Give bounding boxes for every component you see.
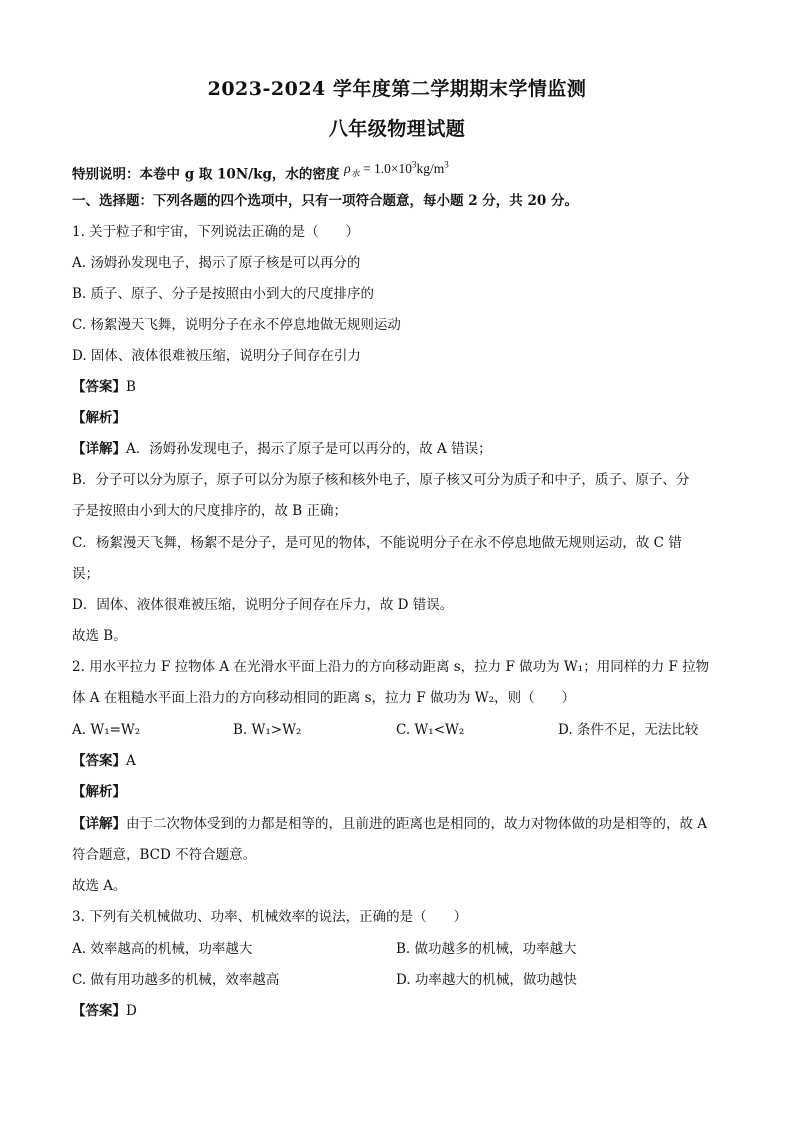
question-1-detail-1: 【详解】A．汤姆孙发现电子，揭示了原子是可以再分的，故 A 错误； — [72, 441, 492, 457]
question-2-conclusion: 故选 A。 — [72, 878, 127, 894]
question-1-detail-4: C．杨絮漫天飞舞，杨絮不是分子，是可见的物体，不能说明分子在永不停息地做无规则运动，故 C 错 — [72, 535, 682, 551]
section-heading: 一、选择题：下列各题的四个选项中，只有一项符合题意，每小题 2 分，共 20 分。 — [72, 193, 578, 209]
page-subtitle: 八年级物理试题 — [328, 118, 466, 140]
question-2-option-b: B. W₁>W₂ — [233, 722, 302, 738]
question-1-option-a: A. 汤姆孙发现电子，揭示了原子核是可以再分的 — [72, 255, 361, 271]
question-3-option-a: A. 效率越高的机械，功率越大 — [72, 941, 253, 957]
note-prefix: 特别说明：本卷中 g 取 10N/kg，水的密度 — [72, 166, 340, 183]
question-3-stem: 3. 下列有关机械做功、功率、机械效率的说法，正确的是（ ） — [72, 909, 468, 925]
question-2-option-c: C. W₁<W₂ — [396, 722, 465, 738]
question-3-option-b: B. 做功越多的机械，功率越大 — [396, 941, 577, 957]
question-1-detail-3: 子是按照由小到大的尺度排序的，故 B 正确； — [72, 503, 348, 519]
special-note — [72, 160, 722, 189]
question-1-analysis-tag: 【解析】 — [72, 410, 126, 426]
question-2-option-d: D. 条件不足，无法比较 — [558, 722, 699, 738]
page-title: 2023-2024 学年度第二学期期末学情监测 — [207, 78, 587, 100]
question-1-option-d: D. 固体、液体很难被压缩，说明分子间存在引力 — [72, 348, 361, 364]
question-1-stem: 1. 关于粒子和宇宙，下列说法正确的是（ ） — [72, 224, 360, 240]
question-1-detail-6: D．固体、液体很难被压缩，说明分子间存在斥力，故 D 错误。 — [72, 597, 454, 613]
question-2-detail-2: 符合题意，BCD 不符合题意。 — [72, 847, 257, 863]
question-1-conclusion: 故选 B。 — [72, 628, 127, 644]
question-1-detail-2: B．分子可以分为原子，原子可以分为原子核和核外电子，原子核又可分为质子和中子，质子、原子、分 — [72, 472, 690, 488]
question-2-stem-1: 2. 用水平拉力 F 拉物体 A 在光滑水平面上沿力的方向移动距离 s，拉力 F 做功为 W₁；用同样的力 F 拉物 — [72, 659, 710, 675]
question-1-option-b: B. 质子、原子、分子是按照由小到大的尺度排序的 — [72, 286, 375, 302]
question-3-option-d: D. 功率越大的机械，做功越快 — [396, 972, 577, 988]
question-1-option-c: C. 杨絮漫天飞舞，说明分子在永不停息地做无规则运动 — [72, 317, 401, 333]
question-1-detail-5: 误； — [72, 566, 99, 582]
question-2-stem-2: 体 A 在粗糙水平面上沿力的方向移动相同的距离 s，拉力 F 做功为 W₂，则（ ） — [72, 690, 576, 706]
question-2-detail-1: 【详解】由于二次物体受到的力都是相等的，且前进的距离也是相同的，故力对物体做的功是相等的，故 A — [72, 816, 708, 832]
question-3-option-c: C. 做有用功越多的机械，效率越高 — [72, 972, 280, 988]
question-2-answer: 【答案】A — [72, 753, 136, 769]
question-2-option-a: A. W₁=W₂ — [72, 722, 141, 738]
question-2-analysis-tag: 【解析】 — [72, 784, 126, 800]
question-3-answer: 【答案】D — [72, 1003, 137, 1019]
question-1-answer: 【答案】B — [72, 379, 136, 395]
density-formula: $\rho_水 = 1.0\times 10^3kg/m^3$ — [344, 159, 449, 179]
